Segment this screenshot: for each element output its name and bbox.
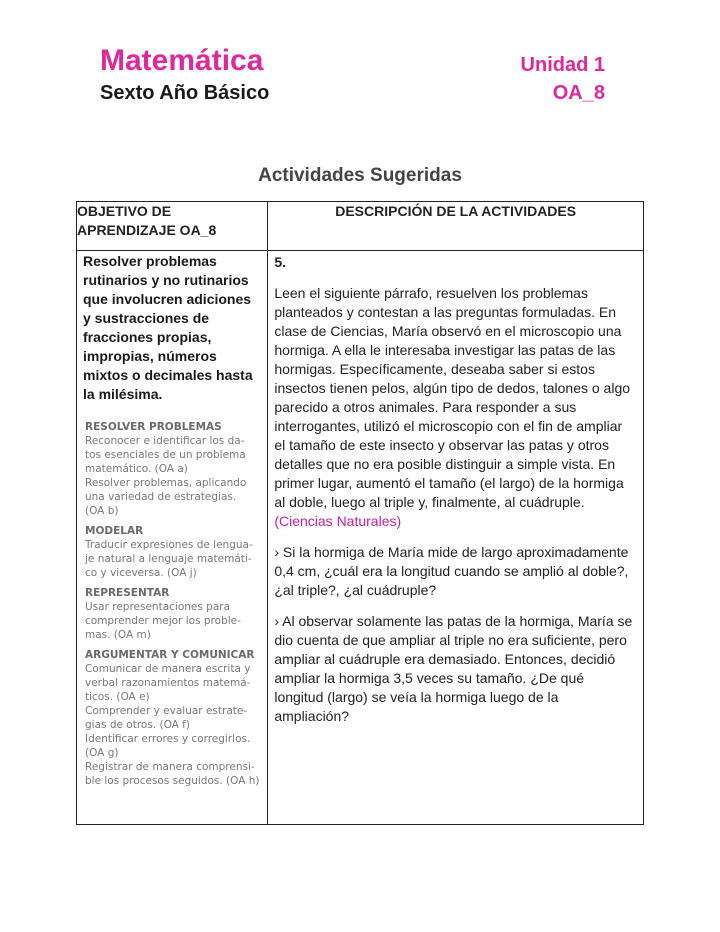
skill-title: REPRESENTAR (85, 587, 170, 599)
skill-line: Reconocer e identificar los da- (85, 435, 245, 447)
skill-title: ARGUMENTAR Y COMUNICAR (85, 649, 255, 661)
skill-line: verbal razonamientos matemá- (85, 677, 251, 689)
skill-line: matemático. (OA a) (85, 463, 188, 475)
skill-line: Comprender y evaluar estrate- (85, 705, 248, 717)
skill-line: ticos. (OA e) (85, 691, 150, 703)
skill-group-representar (85, 586, 262, 642)
activity-number: 5. (274, 254, 287, 270)
skill-line: Identificar errores y corregirlos. (85, 733, 251, 745)
unit-label: Unidad 1 (520, 54, 605, 76)
activity-paragraph (274, 284, 635, 531)
skill-line: mas. (OA m) (85, 629, 151, 641)
skill-group-argumentar (85, 648, 262, 788)
activity-intro: Leen el siguiente párrafo, resuelven los problemas planteados y contestan a las preguntas formuladas. En clase de Ciencias, María observó en el microscopio una hormiga. A ella le interesaba investigar las patas de las hormigas. Específicamente, deseaba saber si estos insectos tienen pelos, algún tipo de dedos, talones o algo parecido a otros animales. Para responder a sus interrogantes, utilizó el microscopio con el fin de ampliar el tamaño de este insecto y observar las patas y otros detalles que no era posible distinguir a simple vista. En primer lugar, aumentó el tamaño (el largo) de la hormiga al doble, luego al triple y, finalmente, al cuádruple. (274, 285, 631, 510)
skill-line: Registrar de manera comprensi- (85, 761, 255, 773)
activities-table (76, 201, 644, 825)
skill-line: Resolver problemas, aplicando (85, 477, 247, 489)
skill-line: je natural a lenguaje matemáti- (85, 553, 252, 565)
objective-cell (77, 251, 268, 825)
subject-title: Matemática (100, 44, 264, 77)
skill-group-resolver (85, 420, 262, 518)
skill-line: Usar representaciones para (85, 601, 231, 613)
objective-column-header: OBJETIVO DE APRENDIZAJE OA_8 (77, 202, 268, 251)
description-cell (268, 251, 644, 825)
skill-line: gias de otros. (OA f) (85, 719, 190, 731)
skill-group-modelar (85, 524, 262, 580)
oa-code: OA_8 (552, 82, 605, 104)
activity-source: (Ciencias Naturales) (274, 513, 402, 529)
skill-line: (OA g) (85, 747, 119, 759)
skill-line: (OA b) (85, 505, 119, 517)
skill-line: una variedad de estrategias. (85, 491, 237, 503)
table-row (77, 251, 644, 825)
learning-objective: Resolver problemas rutinarios y no rutinarios que involucren adiciones y sustracciones de fracciones propias, impropias, números mixtos o decimales hasta la milésima. (83, 253, 253, 402)
skill-line: Comunicar de manera escrita y (85, 663, 251, 675)
section-title: Actividades Sugeridas (258, 165, 462, 186)
grade-level: Sexto Año Básico (100, 82, 270, 104)
skill-line: co y viceversa. (OA j) (85, 567, 197, 579)
table-header-row (77, 202, 644, 251)
description-column-header: DESCRIPCIÓN DE LA ACTIVIDADES (268, 202, 644, 251)
skills-list (77, 404, 267, 788)
skill-line: comprender mejor los proble- (85, 615, 241, 627)
skill-title: MODELAR (85, 525, 144, 537)
activity-question-2: › Al observar solamente las patas de la hormiga, María se dio cuenta de que ampliar al triple no era suficiente, pero ampliar al cuádruple era demasiado. Entonces, decidió ampliar la hormiga 3,5 veces su tamaño. ¿De qué longitud (largo) se veía la hormiga luego de la ampliación? (274, 613, 633, 724)
skill-line: ble los procesos seguidos. (OA h) (85, 775, 260, 787)
activity-question-1: › Si la hormiga de María mide de largo aproximadamente 0,4 cm, ¿cuál era la longitud cuando se amplió al doble?, ¿al triple?, ¿al cuádruple? (274, 544, 629, 598)
skill-line: Traducir expresiones de lengua- (85, 539, 253, 551)
skill-title: RESOLVER PROBLEMAS (85, 421, 222, 433)
activity-description (268, 251, 643, 726)
skill-line: tos esenciales de un problema (85, 449, 246, 461)
